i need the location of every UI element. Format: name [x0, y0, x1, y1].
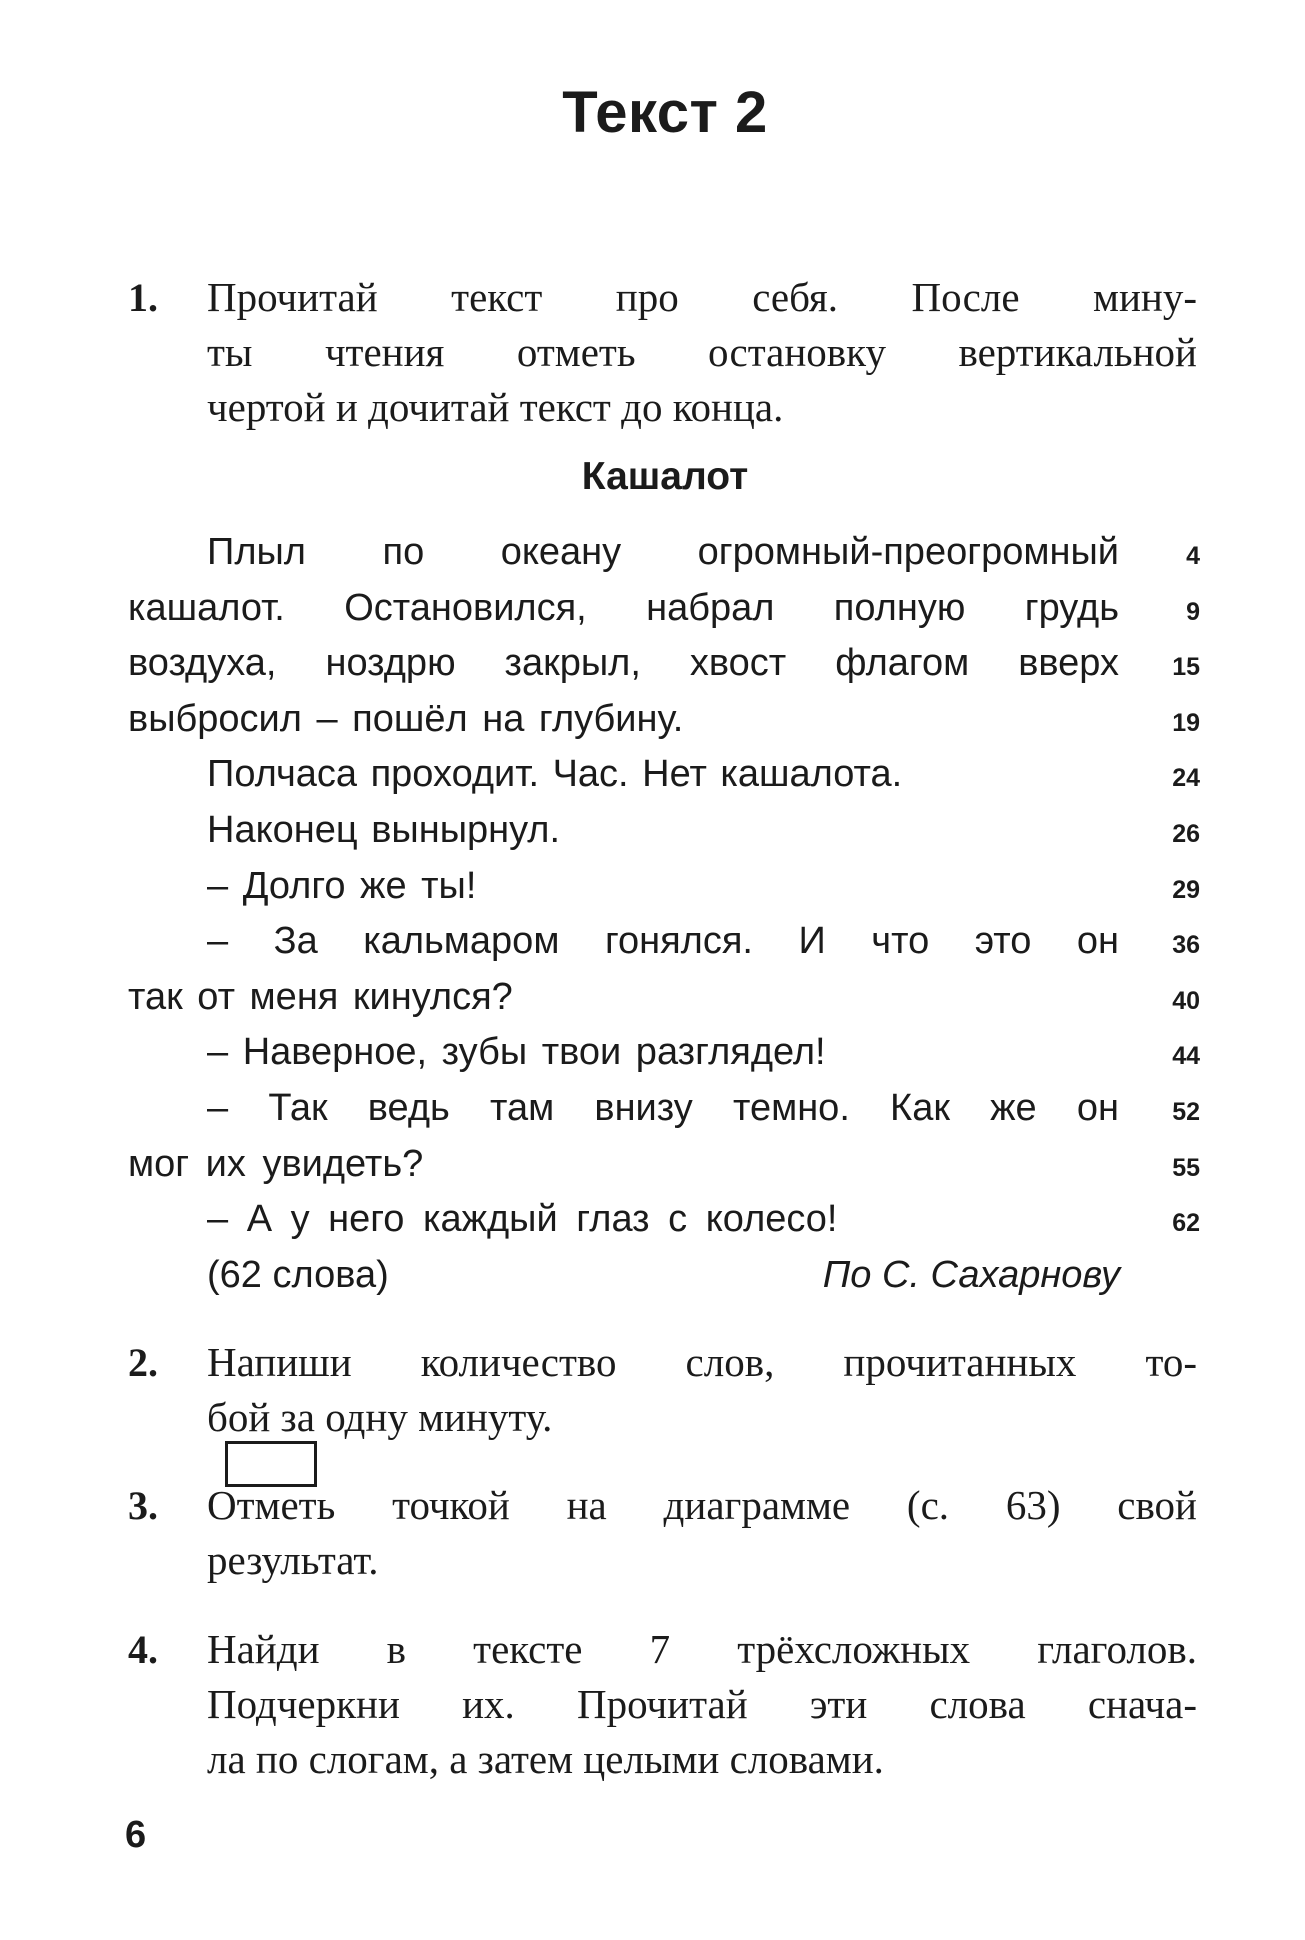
task-line: ты чтения отметь остановку вертикальной: [207, 329, 1197, 375]
task-line: чертой и дочитай текст до конца.: [207, 384, 784, 430]
story-line-text: Плыл по океану огромный-преогромный: [207, 531, 1119, 573]
task-text: [207, 1335, 1197, 1491]
story-line-text: Полчаса проходит. Час. Нет кашалота.: [207, 753, 903, 796]
task-line: ла по слогам, а затем целыми словами.: [207, 1736, 884, 1782]
story-line: [0, 970, 1305, 1026]
story-author: По С. Сахарнову: [822, 1253, 1120, 1296]
word-count: 4: [1186, 542, 1200, 570]
word-count: 36: [1172, 931, 1200, 960]
story-line-text: – Наверное, зубы твои разглядел!: [207, 1031, 826, 1074]
task-number: 3.: [128, 1483, 158, 1528]
word-count: 40: [1172, 986, 1200, 1015]
task-line: Найди в тексте 7 трёхсложных глаголов.: [207, 1626, 1197, 1672]
story-line: [0, 1081, 1305, 1137]
task-number: 1.: [128, 275, 158, 320]
task-text: [207, 270, 1197, 435]
task-text: [207, 1478, 1197, 1588]
task-text: [207, 1622, 1197, 1787]
story-line-text: воздуха, ноздрю закрыл, хвост флагом вверх: [128, 642, 1119, 685]
story-line-text: – А у него каждый глаз с колесо!: [207, 1198, 838, 1241]
task-line: Прочитай текст про себя. После мину-: [207, 274, 1197, 320]
story-line-text: – За кальмаром гонялся. И что это он: [207, 920, 1119, 963]
story-line-text: – Долго же ты!: [207, 864, 477, 907]
word-count: 62: [1172, 1209, 1200, 1238]
story-line: [0, 581, 1305, 637]
story-line: [0, 1025, 1305, 1081]
word-count: 15: [1172, 653, 1200, 682]
task-number: 2.: [128, 1340, 158, 1385]
story-line: [0, 692, 1305, 748]
task-line: Подчеркни их. Прочитай эти слова снача-: [207, 1681, 1197, 1727]
story-line: [0, 636, 1305, 692]
task-line: Отметь точкой на диаграмме (с. 63) свой: [207, 1482, 1197, 1528]
word-count: 44: [1172, 1042, 1200, 1071]
word-count: 9: [1186, 597, 1200, 626]
task-line: Напиши количество слов, прочитанных то-: [207, 1339, 1197, 1385]
task-number: 4.: [128, 1627, 158, 1672]
story-line-text: Наконец вынырнул.: [207, 808, 561, 851]
task-line: результат.: [207, 1537, 379, 1583]
word-count: 24: [1172, 764, 1200, 793]
story-line: [0, 1192, 1305, 1248]
story-line: [0, 747, 1305, 803]
story-line-text: выбросил – пошёл на глубину.: [128, 697, 684, 740]
story-text: [0, 525, 1305, 1304]
story-line: [0, 525, 1305, 581]
story-line: [0, 914, 1305, 970]
word-count: 19: [1172, 708, 1200, 737]
task-line-text: бой за одну минуту.: [207, 1394, 553, 1440]
story-line: [0, 1137, 1305, 1193]
page-title: Текст 2: [562, 80, 768, 145]
word-count: 55: [1172, 1153, 1200, 1182]
story-line-text: мог их увидеть?: [128, 1142, 424, 1185]
story-line-text: так от меня кинулся?: [128, 975, 513, 1018]
story-footer: [0, 1248, 1305, 1304]
story-title: Кашалот: [581, 455, 749, 498]
word-count: 52: [1172, 1097, 1200, 1126]
story-line-text: кашалот. Остановился, набрал полную грудь: [128, 586, 1119, 629]
task-line: [207, 1390, 1197, 1491]
story-line: [0, 803, 1305, 859]
page-number: 6: [125, 1814, 147, 1856]
word-count: 26: [1172, 819, 1200, 848]
story-line-text: – Так ведь там внизу темно. Как же он: [207, 1086, 1119, 1129]
word-total: (62 слова): [207, 1253, 389, 1296]
story-line: [0, 859, 1305, 915]
word-count: 29: [1172, 875, 1200, 904]
